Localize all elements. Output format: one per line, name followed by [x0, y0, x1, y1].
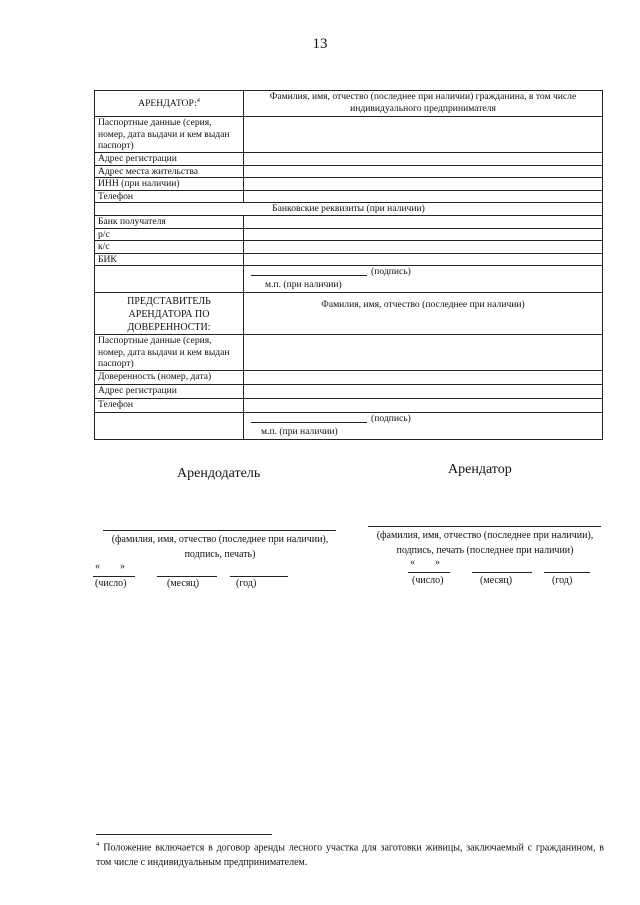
representative-header-label: ПРЕДСТАВИТЕЛЬ АРЕНДАТОРА ПО ДОВЕРЕННОСТИ:	[95, 293, 244, 335]
footnote-ref-4: 4	[196, 97, 200, 104]
tenant-caption-line2: подпись, печать (последнее при наличии)	[396, 544, 574, 556]
inn-row	[95, 178, 603, 191]
rep-signature-row	[95, 413, 603, 440]
tenant-day-caption: (число)	[412, 575, 444, 586]
tenant-quote-close: »	[435, 557, 440, 568]
landlord-caption-line2: подпись, печать)	[184, 548, 256, 560]
rep-phone-value[interactable]	[244, 399, 603, 413]
rep-signature-cell[interactable]	[244, 413, 603, 440]
footnote	[96, 840, 604, 870]
bank-details-row	[95, 203, 603, 216]
tenant-signature-line[interactable]	[368, 526, 601, 527]
tenant-header-row	[95, 91, 603, 117]
rep-registration-label: Адрес регистрации	[95, 385, 244, 399]
tenant-signature-row	[95, 266, 603, 293]
landlord-title: Арендодатель	[177, 466, 261, 481]
passport-row	[95, 117, 603, 153]
residence-value[interactable]	[244, 165, 603, 178]
residence-row	[95, 165, 603, 178]
account-ks-row	[95, 241, 603, 254]
account-ks-value[interactable]	[244, 241, 603, 254]
footnote-separator	[96, 834, 272, 835]
recipient-bank-label: Банк получателя	[95, 216, 244, 229]
tenant-day-line[interactable]	[408, 572, 450, 573]
landlord-quote-close: »	[120, 561, 125, 572]
inn-value[interactable]	[244, 178, 603, 191]
rep-passport-value[interactable]	[244, 335, 603, 371]
registration-label: Адрес регистрации	[95, 153, 244, 166]
landlord-day-caption: (число)	[95, 578, 127, 589]
bik-value[interactable]	[244, 253, 603, 266]
recipient-bank-row	[95, 216, 603, 229]
tenant-year-caption: (год)	[552, 575, 573, 586]
bik-label: БИК	[95, 253, 244, 266]
power-of-attorney-label: Доверенность (номер, дата)	[95, 371, 244, 385]
signature-line	[251, 275, 367, 276]
rep-stamp-caption: м.п. (при наличии)	[261, 426, 338, 437]
phone-label: Телефон	[95, 190, 244, 203]
landlord-month-line[interactable]	[157, 576, 217, 577]
tenant-details-table	[94, 90, 603, 440]
registration-row	[95, 153, 603, 166]
tenant-title: Арендатор	[448, 462, 512, 477]
passport-label: Паспортные данные (серия, номер, дата выдачи и кем выдан паспорт)	[95, 117, 244, 153]
power-of-attorney-row	[95, 371, 603, 385]
tenant-header-label: АРЕНДАТОР:	[138, 97, 197, 109]
landlord-caption	[93, 533, 347, 562]
stamp-caption: м.п. (при наличии)	[265, 279, 342, 290]
tenant-month-line[interactable]	[472, 572, 532, 573]
landlord-quote-open: «	[95, 561, 100, 572]
tenant-quote-open: «	[410, 557, 415, 568]
landlord-day-line[interactable]	[93, 576, 135, 577]
landlord-caption-line1: (фамилия, имя, отчество (последнее при наличии),	[111, 534, 329, 545]
rep-phone-row	[95, 399, 603, 413]
residence-label: Адрес места жительства	[95, 165, 244, 178]
footnote-text: Положение включается в договор аренды лесного участка для заготовки живицы, заключаемый с гражданином, в том числе с индивидуальным предпринимателем.	[96, 842, 604, 868]
rep-passport-label: Паспортные данные (серия, номер, дата выдачи и кем выдан паспорт)	[95, 335, 244, 371]
registration-value[interactable]	[244, 153, 603, 166]
landlord-month-caption: (месяц)	[167, 578, 200, 589]
tenant-caption-line1: (фамилия, имя, отчество (последнее при наличии),	[376, 530, 594, 541]
account-rs-row	[95, 228, 603, 241]
bank-details-heading: Банковские реквизиты (при наличии)	[95, 203, 603, 216]
passport-value[interactable]	[244, 117, 603, 153]
tenant-header-cell	[95, 91, 244, 117]
tenant-month-caption: (месяц)	[480, 575, 513, 586]
rep-registration-row	[95, 385, 603, 399]
rep-passport-row	[95, 335, 603, 371]
landlord-signature-line[interactable]	[103, 530, 336, 531]
landlord-year-caption: (год)	[236, 578, 257, 589]
tenant-caption	[355, 529, 615, 558]
account-rs-label: р/с	[95, 228, 244, 241]
phone-value[interactable]	[244, 190, 603, 203]
rep-phone-label: Телефон	[95, 399, 244, 413]
account-ks-label: к/с	[95, 241, 244, 254]
account-rs-value[interactable]	[244, 228, 603, 241]
bik-row	[95, 253, 603, 266]
inn-label: ИНН (при наличии)	[95, 178, 244, 191]
page-number: 13	[312, 36, 328, 52]
phone-row	[95, 190, 603, 203]
tenant-header-desc: Фамилия, имя, отчество (последнее при наличии) гражданина, в том числе индивидуального предпринимателя	[244, 91, 603, 117]
rep-signature-caption: (подпись)	[371, 413, 411, 424]
rep-registration-value[interactable]	[244, 385, 603, 399]
representative-header-desc: Фамилия, имя, отчество (последнее при наличии)	[244, 293, 603, 335]
landlord-year-line[interactable]	[230, 576, 288, 577]
tenant-year-line[interactable]	[544, 572, 590, 573]
tenant-signature-cell[interactable]	[244, 266, 603, 293]
footnote-mark: 4	[96, 841, 100, 848]
recipient-bank-value[interactable]	[244, 216, 603, 229]
rep-signature-line	[251, 422, 367, 423]
power-of-attorney-value[interactable]	[244, 371, 603, 385]
representative-header-row	[95, 293, 603, 335]
signature-caption: (подпись)	[371, 266, 411, 277]
